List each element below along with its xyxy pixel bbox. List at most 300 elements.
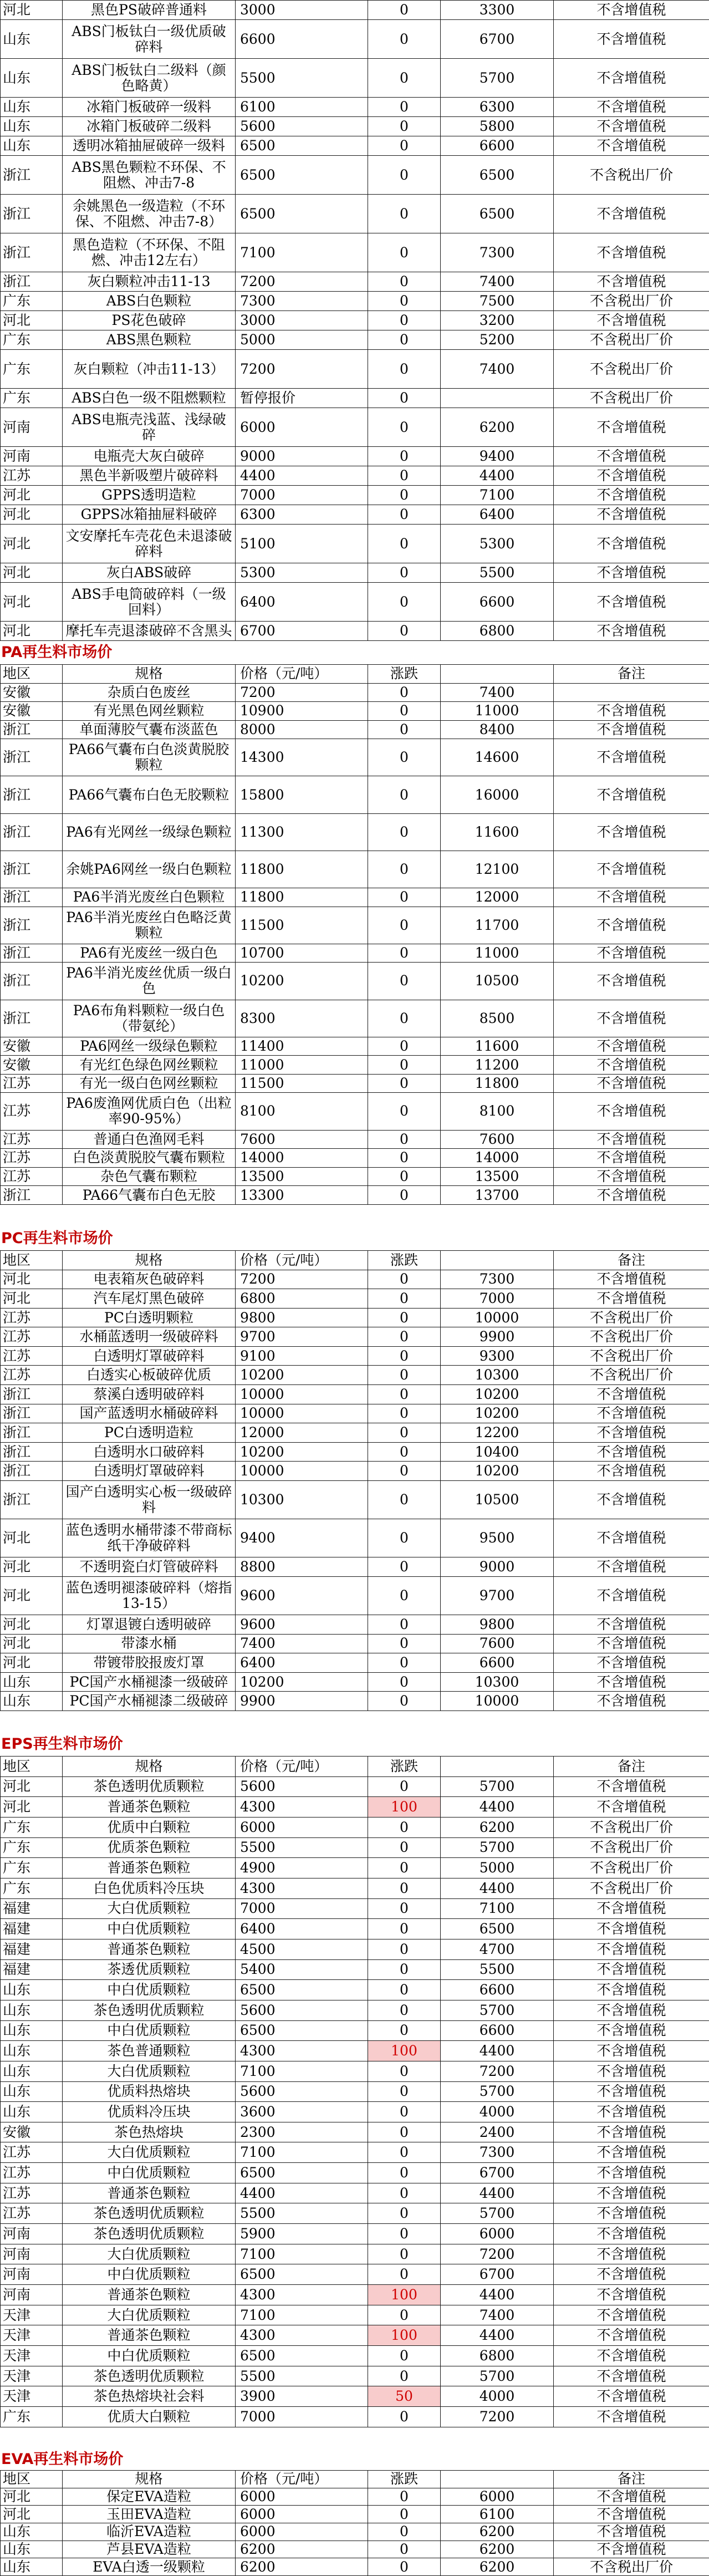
cell-spec: 灰白ABS破碎 <box>63 563 236 583</box>
cell-price: 11500 <box>236 1074 368 1093</box>
cell-price: 4300 <box>236 1797 368 1818</box>
cell-note: 不含增值税 <box>554 1404 709 1423</box>
cell-spec: PA66气囊布白色淡黄脱胶颗粒 <box>63 739 236 776</box>
cell-note: 不含增值税 <box>554 1186 709 1205</box>
table-row <box>1 776 709 813</box>
cell-note: 不含税出厂价 <box>554 1858 709 1878</box>
header-change: 涨跌 <box>368 2471 441 2488</box>
cell-spec: 电瓶壳大灰白破碎 <box>63 447 236 466</box>
table-row <box>1 272 709 292</box>
cell-prev: 7600 <box>441 1634 554 1653</box>
cell-price: 3000 <box>236 311 368 330</box>
cell-spec: ABS白色一级不阻燃颗粒 <box>63 389 236 408</box>
cell-region: 河北 <box>1 1615 63 1634</box>
cell-spec: 普通茶色颗粒 <box>63 1939 236 1959</box>
cell-spec: PA6有光网丝一级绿色颗粒 <box>63 813 236 851</box>
cell-prev: 6800 <box>441 622 554 641</box>
cell-change: 0 <box>368 1308 441 1327</box>
cell-price: 7200 <box>236 683 368 702</box>
table-header-row <box>1 2471 709 2488</box>
cell-region: 浙江 <box>1 195 63 233</box>
cell-change: 0 <box>368 1776 441 1797</box>
table-row <box>1 330 709 350</box>
cell-price: 9700 <box>236 1327 368 1347</box>
table-row <box>1 739 709 776</box>
table-row <box>1 944 709 963</box>
cell-spec: 优质大白颗粒 <box>63 2407 236 2427</box>
cell-change: 0 <box>368 2346 441 2366</box>
cell-spec: 有光黑色网丝颗粒 <box>63 702 236 721</box>
cell-spec: ABS门板钛白二级料（颜色略黄） <box>63 59 236 98</box>
table-row <box>1 1385 709 1404</box>
cell-prev: 5700 <box>441 2203 554 2224</box>
table-row <box>1 622 709 641</box>
cell-price: 3600 <box>236 2102 368 2122</box>
cell-change: 100 <box>368 1797 441 1818</box>
cell-region: 河北 <box>1 1289 63 1309</box>
cell-prev: 9700 <box>441 1576 554 1615</box>
cell-region: 浙江 <box>1 1404 63 1423</box>
cell-change: 0 <box>368 311 441 330</box>
cell-spec: ABS黑色颗粒 <box>63 330 236 350</box>
cell-prev: 4000 <box>441 2102 554 2122</box>
cell-spec: 优质料热熔块 <box>63 2081 236 2102</box>
cell-spec: 临沂EVA造粒 <box>63 2523 236 2541</box>
cell-price: 9900 <box>236 1692 368 1711</box>
cell-prev: 7600 <box>441 1130 554 1149</box>
cell-note: 不含增值税 <box>554 2541 709 2558</box>
cell-price: 7100 <box>236 2061 368 2081</box>
cell-note: 不含增值税 <box>554 851 709 888</box>
table-row <box>1 1308 709 1327</box>
cell-price: 10000 <box>236 1404 368 1423</box>
cell-price: 5400 <box>236 1959 368 1980</box>
cell-prev: 4400 <box>441 1878 554 1898</box>
cell-region: 广东 <box>1 1878 63 1898</box>
cell-spec: PA66气囊布白色无胶 <box>63 1186 236 1205</box>
cell-spec: 优质茶色颗粒 <box>63 1837 236 1858</box>
cell-prev: 7100 <box>441 486 554 505</box>
table-row <box>1 1898 709 1919</box>
table-row <box>1 2285 709 2305</box>
cell-region: 江苏 <box>1 1167 63 1186</box>
cell-region: 浙江 <box>1 1000 63 1037</box>
cell-note: 不含增值税 <box>554 136 709 156</box>
table-row <box>1 702 709 721</box>
cell-region: 浙江 <box>1 813 63 851</box>
cell-spec: 茶色热熔块社会料 <box>63 2386 236 2407</box>
table-row <box>1 389 709 408</box>
cell-region: 广东 <box>1 1858 63 1878</box>
table-row <box>1 1186 709 1205</box>
cell-spec: PC白透明颗粒 <box>63 1308 236 1327</box>
cell-note: 不含增值税 <box>554 2203 709 2224</box>
cell-note: 不含税出厂价 <box>554 156 709 195</box>
cell-region: 安徽 <box>1 2122 63 2142</box>
cell-change: 0 <box>368 2081 441 2102</box>
cell-change: 0 <box>368 622 441 641</box>
header-note: 备注 <box>554 1757 709 1777</box>
price-table <box>0 2470 709 2576</box>
cell-spec: 黑色PS破碎普通料 <box>63 1 236 20</box>
cell-note: 不含增值税 <box>554 2244 709 2264</box>
cell-note: 不含增值税 <box>554 1074 709 1093</box>
cell-price: 6200 <box>236 2541 368 2558</box>
cell-prev: 3200 <box>441 311 554 330</box>
cell-price: 11400 <box>236 1037 368 1056</box>
cell-spec: 黑色造粒（不环保、不阻燃、冲击12左右） <box>63 233 236 272</box>
cell-note: 不含税出厂价 <box>554 1346 709 1366</box>
cell-region: 河北 <box>1 486 63 505</box>
header-prev <box>441 665 554 684</box>
cell-spec: 电表箱灰色破碎料 <box>63 1270 236 1289</box>
cell-prev: 5700 <box>441 2081 554 2102</box>
cell-region: 河北 <box>1 1519 63 1557</box>
cell-spec: PA6网丝一级绿色颗粒 <box>63 1037 236 1056</box>
cell-change: 0 <box>368 292 441 311</box>
cell-region: 江苏 <box>1 1130 63 1149</box>
table-row <box>1 888 709 907</box>
cell-change: 0 <box>368 20 441 59</box>
cell-prev: 6100 <box>441 2506 554 2523</box>
cell-spec: 冰箱门板破碎一级料 <box>63 98 236 117</box>
cell-change: 0 <box>368 1898 441 1919</box>
cell-spec: 茶色透明优质颗粒 <box>63 2203 236 2224</box>
cell-note: 不含增值税 <box>554 1919 709 1939</box>
cell-note: 不含增值税 <box>554 813 709 851</box>
cell-note: 不含增值税 <box>554 1270 709 1289</box>
cell-region: 山东 <box>1 2061 63 2081</box>
cell-region: 江苏 <box>1 1327 63 1347</box>
table-row <box>1 1480 709 1519</box>
cell-price: 4500 <box>236 1939 368 1959</box>
table-row <box>1 136 709 156</box>
cell-region: 天津 <box>1 2305 63 2325</box>
cell-prev: 6600 <box>441 2020 554 2041</box>
cell-prev: 10200 <box>441 1385 554 1404</box>
cell-prev: 8100 <box>441 1093 554 1130</box>
cell-change: 0 <box>368 156 441 195</box>
cell-change: 0 <box>368 2020 441 2041</box>
header-region: 地区 <box>1 1757 63 1777</box>
cell-spec: 大白优质颗粒 <box>63 2061 236 2081</box>
cell-spec: 中白优质颗粒 <box>63 2163 236 2183</box>
cell-change: 0 <box>368 408 441 447</box>
cell-price: 6500 <box>236 2264 368 2285</box>
cell-note: 不含增值税 <box>554 2325 709 2346</box>
cell-prev: 5300 <box>441 525 554 563</box>
cell-price: 10200 <box>236 963 368 1000</box>
cell-price: 9000 <box>236 447 368 466</box>
cell-prev: 4400 <box>441 2325 554 2346</box>
cell-region: 山东 <box>1 2041 63 2061</box>
cell-spec: 白色优质料冷压块 <box>63 1878 236 1898</box>
cell-region: 河北 <box>1 1776 63 1797</box>
cell-spec: PA6废渔网优质白色（出粒率90-95%） <box>63 1093 236 1130</box>
cell-price: 14000 <box>236 1149 368 1168</box>
cell-change: 0 <box>368 2183 441 2203</box>
price-table <box>0 1756 709 2427</box>
cell-change: 0 <box>368 1462 441 1481</box>
cell-change: 0 <box>368 2541 441 2558</box>
table-row <box>1 2523 709 2541</box>
cell-spec: PA66气囊布白色无胶颗粒 <box>63 776 236 813</box>
cell-price: 5000 <box>236 330 368 350</box>
cell-note: 不含税出厂价 <box>554 1366 709 1385</box>
cell-spec: ABS白色颗粒 <box>63 292 236 311</box>
table-row <box>1 2183 709 2203</box>
cell-spec: 摩托车壳退漆破碎不含黑头 <box>63 622 236 641</box>
cell-region: 河北 <box>1 1797 63 1818</box>
section-title: EPS再生料市场价 <box>1 1733 123 1755</box>
cell-region: 河南 <box>1 408 63 447</box>
cell-prev: 5000 <box>441 1858 554 1878</box>
cell-price: 6500 <box>236 136 368 156</box>
cell-price: 5500 <box>236 2203 368 2224</box>
cell-note: 不含税出厂价 <box>554 1308 709 1327</box>
cell-note: 不含增值税 <box>554 1653 709 1673</box>
cell-prev: 10500 <box>441 963 554 1000</box>
cell-prev: 9300 <box>441 1346 554 1366</box>
cell-spec: 蓝色透明褪漆破碎料（熔指13-15） <box>63 1576 236 1615</box>
cell-price: 7600 <box>236 1130 368 1149</box>
header-spec: 规格 <box>63 1757 236 1777</box>
cell-change: 0 <box>368 2000 441 2020</box>
table-row <box>1 466 709 486</box>
cell-region: 浙江 <box>1 963 63 1000</box>
cell-price: 8000 <box>236 720 368 739</box>
cell-note: 不含增值税 <box>554 2366 709 2386</box>
cell-spec: 国产白透明实心板一级破碎料 <box>63 1480 236 1519</box>
cell-change: 0 <box>368 1817 441 1837</box>
price-table <box>0 0 709 641</box>
cell-price: 5500 <box>236 1837 368 1858</box>
cell-change: 0 <box>368 1270 441 1289</box>
cell-price: 6000 <box>236 2506 368 2523</box>
cell-region: 广东 <box>1 1817 63 1837</box>
cell-price: 7400 <box>236 1634 368 1653</box>
cell-change: 0 <box>368 2061 441 2081</box>
cell-prev: 6000 <box>441 2224 554 2244</box>
cell-region: 山东 <box>1 2020 63 2041</box>
section-title: PA再生料市场价 <box>1 642 112 664</box>
cell-price: 4300 <box>236 2285 368 2305</box>
cell-change: 100 <box>368 2041 441 2061</box>
table-row <box>1 2244 709 2264</box>
cell-note: 不含增值税 <box>554 2407 709 2427</box>
table-row <box>1 2407 709 2427</box>
cell-region: 河北 <box>1 2506 63 2523</box>
cell-change: 0 <box>368 739 441 776</box>
cell-spec: 灰白颗粒（冲击11-13） <box>63 350 236 389</box>
cell-region: 河北 <box>1 1634 63 1653</box>
cell-price: 12000 <box>236 1423 368 1443</box>
cell-spec: ABS门板钛白一级优质破碎料 <box>63 20 236 59</box>
cell-note: 不含增值税 <box>554 2183 709 2203</box>
cell-note: 不含增值税 <box>554 2506 709 2523</box>
cell-price: 6400 <box>236 583 368 622</box>
cell-prev: 7200 <box>441 2244 554 2264</box>
cell-change: 0 <box>368 907 441 944</box>
cell-price: 7000 <box>236 1898 368 1919</box>
cell-price: 5500 <box>236 59 368 98</box>
cell-spec: PA6半消光废丝白色略泛黄颗粒 <box>63 907 236 944</box>
cell-change: 0 <box>368 1167 441 1186</box>
cell-price: 6800 <box>236 1289 368 1309</box>
table-row <box>1 1576 709 1615</box>
cell-region: 浙江 <box>1 1385 63 1404</box>
cell-region: 山东 <box>1 136 63 156</box>
header-price: 价格（元/吨） <box>236 1757 368 1777</box>
table-row <box>1 2224 709 2244</box>
cell-prev: 9500 <box>441 1519 554 1557</box>
cell-price: 6400 <box>236 1653 368 1673</box>
cell-change: 0 <box>368 1939 441 1959</box>
cell-price: 6500 <box>236 156 368 195</box>
cell-change: 0 <box>368 1615 441 1634</box>
cell-note: 不含增值税 <box>554 98 709 117</box>
cell-note: 不含税出厂价 <box>554 389 709 408</box>
cell-spec: 不透明瓷白灯管破碎料 <box>63 1557 236 1577</box>
cell-prev: 6300 <box>441 98 554 117</box>
cell-change: 0 <box>368 525 441 563</box>
cell-change: 0 <box>368 1056 441 1075</box>
table-row <box>1 2061 709 2081</box>
cell-price: 13300 <box>236 1186 368 1205</box>
cell-prev: 9400 <box>441 447 554 466</box>
cell-region: 江苏 <box>1 466 63 486</box>
table-row <box>1 1346 709 1366</box>
header-change: 涨跌 <box>368 665 441 684</box>
cell-change: 0 <box>368 1634 441 1653</box>
table-row <box>1 1634 709 1653</box>
cell-price: 暂停报价 <box>236 389 368 408</box>
cell-region: 浙江 <box>1 739 63 776</box>
cell-region: 江苏 <box>1 2142 63 2163</box>
cell-note: 不含增值税 <box>554 1442 709 1462</box>
cell-prev: 6600 <box>441 1980 554 2000</box>
cell-change: 0 <box>368 851 441 888</box>
cell-prev: 6600 <box>441 583 554 622</box>
cell-price: 7100 <box>236 233 368 272</box>
cell-price: 11300 <box>236 813 368 851</box>
table-row <box>1 1939 709 1959</box>
cell-change: 0 <box>368 486 441 505</box>
cell-price: 9400 <box>236 1519 368 1557</box>
cell-region: 福建 <box>1 1959 63 1980</box>
cell-prev: 6600 <box>441 1653 554 1673</box>
table-row <box>1 2386 709 2407</box>
cell-prev: 11200 <box>441 1056 554 1075</box>
cell-price: 7000 <box>236 2407 368 2427</box>
table-row <box>1 156 709 195</box>
cell-change: 0 <box>368 466 441 486</box>
cell-note: 不含增值税 <box>554 1939 709 1959</box>
table-row <box>1 2102 709 2122</box>
header-prev <box>441 2471 554 2488</box>
cell-price: 10300 <box>236 1480 368 1519</box>
cell-spec: PA6半消光废丝优质一级白色 <box>63 963 236 1000</box>
table-row <box>1 505 709 525</box>
cell-change: 0 <box>368 1366 441 1385</box>
table-row <box>1 1672 709 1692</box>
cell-region: 浙江 <box>1 888 63 907</box>
cell-price: 4900 <box>236 1858 368 1878</box>
cell-change: 0 <box>368 944 441 963</box>
cell-region: 浙江 <box>1 776 63 813</box>
table-row <box>1 233 709 272</box>
cell-prev: 8500 <box>441 1000 554 1037</box>
cell-note: 不含增值税 <box>554 2020 709 2041</box>
section-title: PC再生料市场价 <box>1 1228 113 1250</box>
header-price: 价格（元/吨） <box>236 665 368 684</box>
cell-spec: 国产蓝透明水桶破碎料 <box>63 1404 236 1423</box>
table-row <box>1 2203 709 2224</box>
cell-change: 0 <box>368 702 441 721</box>
cell-region: 河南 <box>1 447 63 466</box>
cell-note: 不含增值税 <box>554 117 709 136</box>
cell-spec: 黑色半新吸塑片破碎料 <box>63 466 236 486</box>
cell-note: 不含增值税 <box>554 2285 709 2305</box>
cell-prev: 13500 <box>441 1167 554 1186</box>
table-row <box>1 1959 709 1980</box>
table-row <box>1 195 709 233</box>
cell-prev: 10400 <box>441 1442 554 1462</box>
table-row <box>1 2020 709 2041</box>
cell-spec: 中白优质颗粒 <box>63 2264 236 2285</box>
cell-region: 江苏 <box>1 2203 63 2224</box>
cell-change: 0 <box>368 2264 441 2285</box>
cell-region: 浙江 <box>1 907 63 944</box>
table-row <box>1 1 709 20</box>
cell-region: 广东 <box>1 292 63 311</box>
cell-prev <box>441 389 554 408</box>
cell-change: 0 <box>368 1327 441 1347</box>
cell-region: 河北 <box>1 1270 63 1289</box>
table-row <box>1 311 709 330</box>
cell-change: 0 <box>368 2407 441 2427</box>
cell-prev: 11000 <box>441 702 554 721</box>
cell-note: 不含税出厂价 <box>554 1837 709 1858</box>
cell-prev: 7200 <box>441 2407 554 2427</box>
cell-note: 不含增值税 <box>554 1000 709 1037</box>
cell-price: 5600 <box>236 2000 368 2020</box>
cell-spec: 玉田EVA造粒 <box>63 2506 236 2523</box>
cell-change: 0 <box>368 1130 441 1149</box>
cell-prev: 11600 <box>441 813 554 851</box>
cell-note: 不含增值税 <box>554 2488 709 2506</box>
cell-price: 6700 <box>236 622 368 641</box>
cell-note: 不含税出厂价 <box>554 350 709 389</box>
cell-region: 福建 <box>1 1898 63 1919</box>
cell-price: 8100 <box>236 1093 368 1130</box>
table-row <box>1 851 709 888</box>
table-row <box>1 2366 709 2386</box>
table-row <box>1 1653 709 1673</box>
table-row <box>1 2506 709 2523</box>
cell-change: 100 <box>368 2325 441 2346</box>
cell-change: 0 <box>368 1672 441 1692</box>
cell-region: 江苏 <box>1 2183 63 2203</box>
cell-change: 0 <box>368 2142 441 2163</box>
cell-price: 11800 <box>236 851 368 888</box>
cell-price: 7100 <box>236 2305 368 2325</box>
table-row <box>1 1167 709 1186</box>
cell-note: 不含增值税 <box>554 1385 709 1404</box>
cell-price: 9800 <box>236 1308 368 1327</box>
table-row <box>1 583 709 622</box>
cell-change: 0 <box>368 2305 441 2325</box>
